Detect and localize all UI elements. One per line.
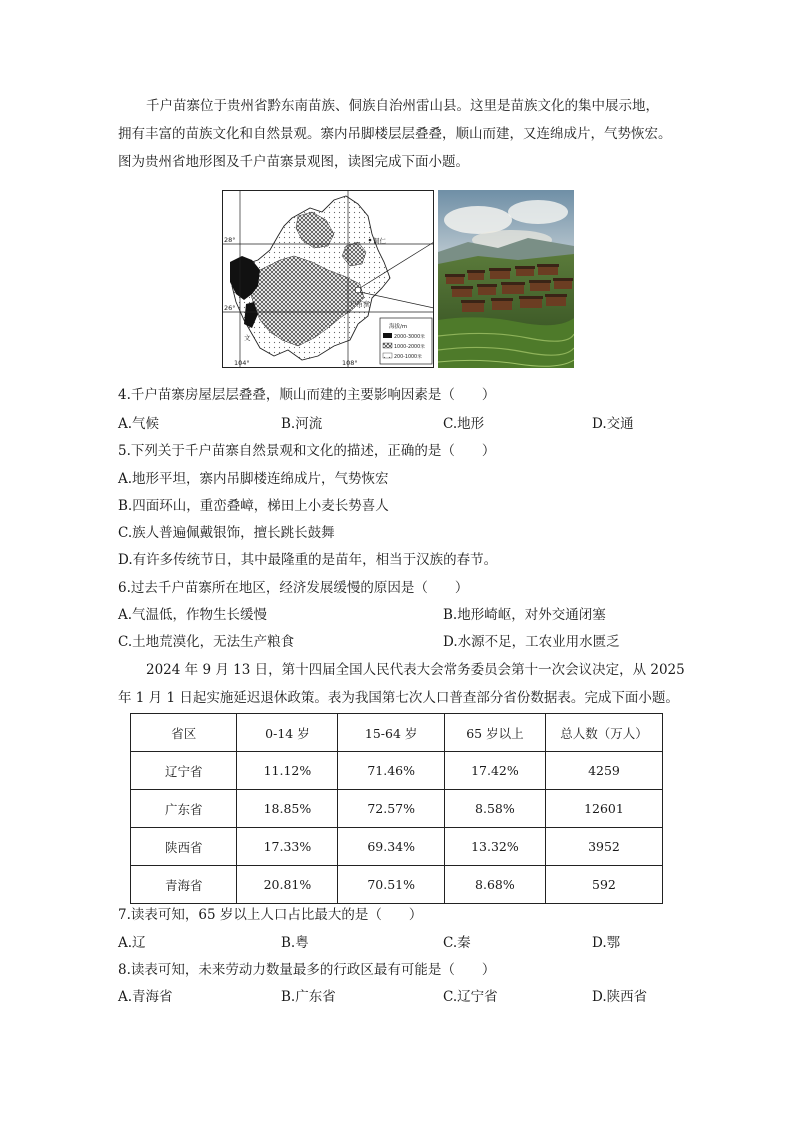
table-cell: 8.58%: [444, 790, 545, 828]
q7-option-a[interactable]: A.辽: [118, 935, 146, 951]
table-cell: 4259: [545, 752, 662, 790]
q6-options-row-1: [118, 605, 698, 625]
table-cell: 69.34%: [338, 828, 444, 866]
q4-stem: 4.千户苗寨房屋层层叠叠，顺山而建的主要影响因素是（ ）: [118, 387, 496, 403]
q4-option-a[interactable]: A.气候: [118, 416, 160, 432]
q7-option-b[interactable]: B.粤: [281, 935, 309, 951]
photo-cloud-1: [444, 206, 512, 234]
legend-title: 海拔/m: [389, 324, 408, 330]
q4-options: [118, 414, 698, 434]
table-header-cell: 总人数（万人）: [545, 714, 662, 752]
q4-option-d[interactable]: D.交通: [592, 416, 634, 432]
table-cell: 592: [545, 866, 662, 904]
table-cell: 71.46%: [338, 752, 444, 790]
q7-option-c[interactable]: C.秦: [443, 935, 471, 951]
table-cell: 广东省: [131, 790, 237, 828]
q7-options: [118, 933, 698, 953]
tongren-label: 铜仁: [373, 237, 386, 245]
q4-option-b[interactable]: B.河流: [281, 416, 323, 432]
intro-line-2: 拥有丰富的苗族文化和自然景观。寨内吊脚楼层层叠叠，顺山而建，又连绵成片，气势恢宏。: [118, 126, 672, 142]
table-cell: 辽宁省: [131, 752, 237, 790]
table-header-cell: 65 岁以上: [444, 714, 545, 752]
intro-line-1: 千户苗寨位于贵州省黔东南苗族、侗族自治州雷山县。这里是苗族文化的集中展示地，: [146, 98, 659, 114]
guizhou-terrain-map: [222, 190, 434, 368]
wenshan-label: 文: [244, 334, 251, 342]
q8-option-c[interactable]: C.辽宁省: [443, 989, 498, 1005]
q8-stem: 8.读表可知，未来劳动力数量最多的行政区最有可能是（ ）: [118, 962, 496, 978]
q5-option-d[interactable]: D.有许多传统节日，其中最隆重的是苗年，相当于汉族的春节。: [118, 552, 498, 568]
table-header-cell: 15-64 岁: [338, 714, 444, 752]
table-cell: 72.57%: [338, 790, 444, 828]
table-cell: 18.85%: [237, 790, 338, 828]
legend-item-high: 2000-3000米: [394, 335, 425, 340]
q6-option-a[interactable]: A.气温低，作物生长缓慢: [118, 607, 268, 623]
table-row: [131, 752, 663, 790]
q5-stem: 5.下列关于千户苗寨自然景观和文化的描述，正确的是（ ）: [118, 443, 496, 459]
table-cell: 陕西省: [131, 828, 237, 866]
table-header-cell: 省区: [131, 714, 237, 752]
table-row: [131, 866, 663, 904]
table-cell: 13.32%: [444, 828, 545, 866]
legend-item-low: 200-1000米: [394, 355, 422, 360]
lat-28-label: 28°: [224, 236, 236, 244]
table-cell: 20.81%: [237, 866, 338, 904]
table-cell: 17.33%: [237, 828, 338, 866]
q6-stem: 6.过去千户苗寨所在地区，经济发展缓慢的原因是（ ）: [118, 580, 469, 596]
legend-swatch-mid: [383, 343, 392, 348]
table-cell: 青海省: [131, 866, 237, 904]
lon-108-label: 108°: [342, 359, 358, 367]
q6-options-row-2: [118, 632, 698, 652]
q8-option-a[interactable]: A.青海省: [118, 989, 173, 1005]
intro-line-3: 图为贵州省地形图及千户苗寨景观图，读图完成下面小题。: [118, 154, 469, 170]
q4-option-c[interactable]: C.地形: [443, 416, 485, 432]
q6-option-c[interactable]: C.土地荒漠化，无法生产粮食: [118, 634, 295, 650]
legend-swatch-high: [383, 333, 392, 338]
q6-option-d[interactable]: D.水源不足，工农业用水匮乏: [443, 634, 620, 650]
table-cell: 12601: [545, 790, 662, 828]
q7-option-d[interactable]: D.鄂: [592, 935, 621, 951]
lon-104-label: 104°: [234, 359, 250, 367]
intro-paragraph: [118, 92, 696, 176]
table-cell: 70.51%: [338, 866, 444, 904]
q8-options: [118, 987, 698, 1007]
figure-map-and-photo: [222, 190, 574, 368]
intro2-line-1: 2024 年 9 月 13 日，第十四届全国人民代表大会常务委员会第十一次会议决定，从 2025: [146, 662, 685, 678]
legend-item-mid: 1000-2000米: [394, 345, 425, 350]
legend-swatch-low: [383, 353, 392, 358]
table-row: [131, 790, 663, 828]
photo-cloud-2: [508, 200, 568, 224]
table-cell: 3952: [545, 828, 662, 866]
lat-26-label: 26°: [224, 304, 236, 312]
q7-stem: 7.读表可知，65 岁以上人口占比最大的是（ ）: [118, 907, 423, 923]
q8-option-b[interactable]: B.广东省: [281, 989, 336, 1005]
q5-option-a[interactable]: A.地形平坦，寨内吊脚楼连绵成片，气势恢宏: [118, 471, 389, 487]
q6-option-b[interactable]: B.地形崎岖，对外交通闭塞: [443, 607, 606, 623]
table-cell: 17.42%: [444, 752, 545, 790]
tongren-dot: [369, 239, 372, 242]
village-label: 户苗寨: [350, 300, 370, 308]
q8-option-d[interactable]: D.陕西省: [592, 989, 648, 1005]
table-header-row: [131, 714, 663, 752]
intro2-paragraph: [118, 656, 696, 712]
table-header-cell: 0-14 岁: [237, 714, 338, 752]
intro2-line-2: 年 1 月 1 日起实施延迟退休政策。表为我国第七次人口普查部分省份数据表。完成下面小题。: [118, 690, 679, 706]
table-cell: 11.12%: [237, 752, 338, 790]
table-cell: 8.68%: [444, 866, 545, 904]
q5-option-b[interactable]: B.四面环山，重峦叠嶂，梯田上小麦长势喜人: [118, 498, 389, 514]
table-row: [131, 828, 663, 866]
miao-village-photo: [438, 190, 574, 368]
q5-option-c[interactable]: C.族人普遍佩戴银饰，擅长跳长鼓舞: [118, 525, 335, 541]
population-table: [130, 713, 663, 904]
